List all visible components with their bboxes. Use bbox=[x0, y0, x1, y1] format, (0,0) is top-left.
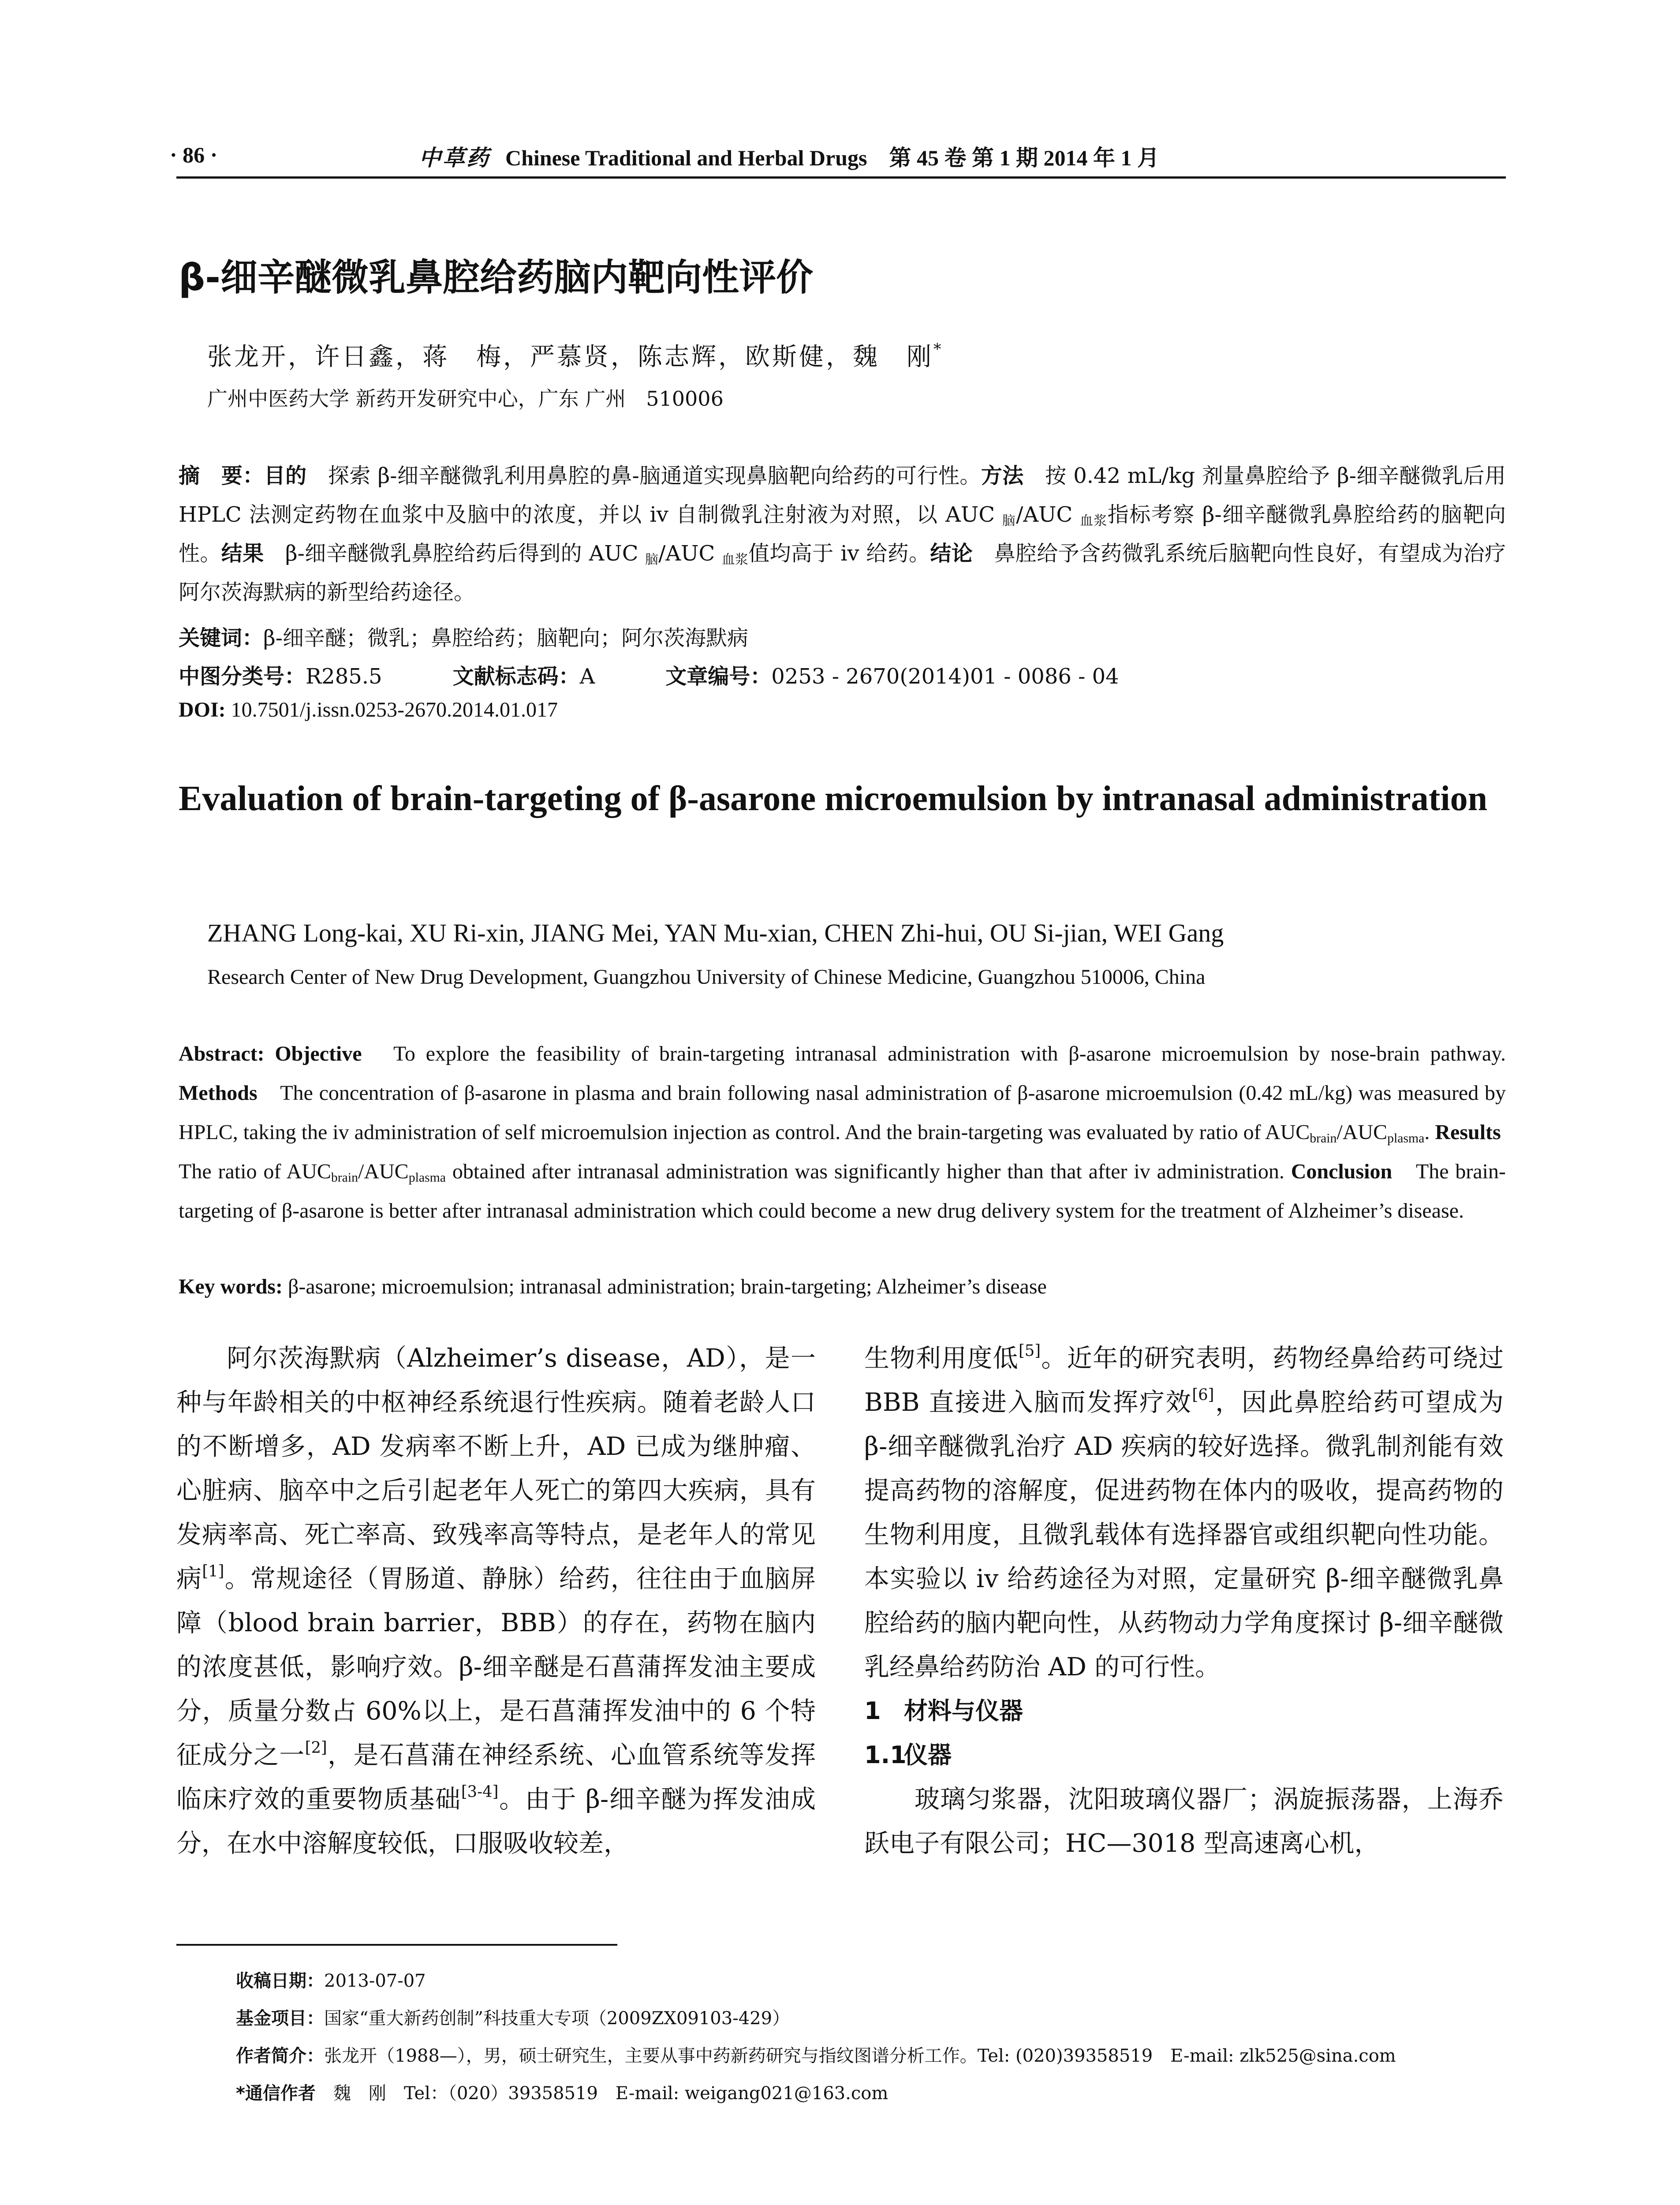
abstract-en-sub-plasma-2: plasma bbox=[408, 1170, 446, 1185]
doc-code-value: A bbox=[579, 664, 595, 689]
abstract-en-sub-brain-2: brain bbox=[331, 1170, 358, 1185]
body-right-text-b: 。近年的研究表明，药物经鼻给药可绕过 BBB 直接进入脑而发挥疗效 bbox=[864, 1344, 1504, 1417]
abstract-cn-conclusion: 鼻腔给予含药微乳系统后脑靶向性良好，有望成为治疗阿尔茨海默病的新型给药途径。 bbox=[179, 541, 1506, 605]
article-number-value: 0253 - 2670(2014)01 - 0086 - 04 bbox=[771, 664, 1119, 689]
section-1-1-title: 仪器 bbox=[904, 1741, 952, 1769]
received-date: 2013-07-07 bbox=[324, 1971, 426, 1991]
section-1-1-number: 1.1 bbox=[864, 1741, 907, 1769]
body-right-paragraph-1 bbox=[864, 1336, 1504, 1689]
abstract-cn-sub-brain: 脑 bbox=[1002, 513, 1016, 529]
abstract-cn-results-b: /AUC bbox=[658, 541, 722, 566]
abstract-en-conclusion-label: Conclusion bbox=[1291, 1160, 1393, 1183]
body-left-text-b: 。常规途径（胃肠道、静脉）给药，往往由于血脑屏障（blood brain barrier，BBB）的存在，药物在脑内的浓度甚低，影响疗效。β-细辛醚是石菖蒲挥发油主要成分，质量分数占 60%以上，是石菖蒲挥发油中的 6 个特征成分之一 bbox=[176, 1564, 816, 1770]
citation-1: [1] bbox=[202, 1562, 224, 1581]
abstract-cn-results-a: β-细辛醚微乳鼻腔给药后得到的 AUC bbox=[264, 541, 646, 566]
affiliation-cn: 广州中医药大学 新药开发研究中心，广东 广州 510006 bbox=[207, 387, 724, 411]
abstract-cn-results-c: 值均高于 iv 给药。 bbox=[748, 541, 930, 566]
received-label: 收稿日期： bbox=[236, 1971, 324, 1991]
body-right-column bbox=[864, 1336, 1504, 1865]
keywords-en-label: Key words: bbox=[179, 1275, 283, 1298]
abstract-en-results-a: The ratio of AUC bbox=[179, 1121, 1522, 1183]
footnote-corresponding bbox=[236, 2079, 888, 2104]
keywords-cn-label: 关键词： bbox=[179, 626, 264, 650]
abstract-en bbox=[179, 1034, 1522, 1230]
journal-logo: 中草药 bbox=[419, 145, 490, 171]
keywords-cn-text: β-细辛醚；微乳；鼻腔给药；脑靶向；阿尔茨海默病 bbox=[263, 626, 748, 650]
doc-code-label: 文献标志码： bbox=[452, 664, 580, 689]
article-number-label: 文章编号： bbox=[665, 664, 772, 689]
affiliation-en: Research Center of New Drug Development, Guangzhou University of Chinese Medicine, Guangzhou 510006, China bbox=[207, 965, 1206, 989]
abstract-cn-methods-b: /AUC bbox=[1016, 502, 1080, 527]
abstract-en-objective: To explore the feasibility of brain-targeting intranasal administration with β-asarone microemulsion by nose-brain pathway. bbox=[362, 1042, 1506, 1065]
journal-info: Chinese Traditional and Herbal Drugs 第 45 卷 第 1 期 2014 年 1 月 bbox=[505, 146, 1159, 170]
authors-cn bbox=[207, 337, 943, 373]
section-1-heading bbox=[864, 1689, 1504, 1733]
citation-5: [5] bbox=[1019, 1342, 1041, 1360]
fund-value: 国家“重大新药创制”科技重大专项（2009ZX09103-429） bbox=[324, 2008, 790, 2029]
abstract-en-objective-label: Objective bbox=[275, 1042, 362, 1065]
abstract-en-methods-label: Methods bbox=[179, 1081, 258, 1105]
abstract-cn-results-label: 结果 bbox=[221, 541, 264, 566]
doi-line bbox=[179, 698, 558, 722]
abstract-cn-methods-a: 按 0.42 mL/kg 剂量鼻腔给予 β-细辛醚微乳后用 HPLC 法测定药物在血浆中及脑中的浓度，并以 iv 自制微乳注射液为对照，以 AUC bbox=[179, 463, 1506, 527]
body-left-text-a: 阿尔茨海默病（Alzheimer’s disease，AD），是一种与年龄相关的中枢神经系统退行性疾病。随着老龄人口的不断增多，AD 发病率不断上升，AD 已成为继肿瘤、心脏病、脑卒中之后引起老年人死亡的第四大疾病，具有发病率高、死亡率高、致残率高等特点，是老年人的常见病 bbox=[176, 1344, 816, 1593]
abstract-cn-sub-plasma: 血浆 bbox=[1080, 513, 1108, 529]
clc-label: 中图分类号： bbox=[179, 664, 306, 689]
body-left-text-c: ，是石菖蒲在神经系统、心血管系统等发挥临床疗效的重要物质基础 bbox=[176, 1741, 816, 1814]
body-left-text-d: 。由于 β-细辛醚为挥发油成分，在水中溶解度较低，口服吸收较差， bbox=[176, 1785, 816, 1858]
abstract-cn-label: 摘 要： bbox=[179, 463, 264, 488]
abstract-en-slash-2: /AUC bbox=[358, 1160, 409, 1183]
abstract-cn-methods-c: 指标考察 β-细辛醚微乳鼻腔给药的脑靶向性。 bbox=[179, 502, 1506, 566]
citation-2: [2] bbox=[305, 1738, 327, 1757]
abstract-en-sub-brain: brain bbox=[1310, 1131, 1337, 1146]
author-bio-value: 张龙开（1988—），男，硕士研究生，主要从事中药新药研究与指纹图谱分析工作。Tel: (020)39358519 E-mail: zlk525@sina.com bbox=[324, 2046, 1396, 2066]
body-right-text-a: 生物利用度低 bbox=[864, 1344, 1019, 1373]
title-en: Evaluation of brain-targeting of β-asarone microemulsion by intranasal administration bbox=[179, 779, 1488, 818]
section-1-number: 1 bbox=[864, 1697, 881, 1725]
abstract-en-results-label: Results bbox=[1435, 1121, 1501, 1144]
corresponding-label: *通信作者 bbox=[236, 2083, 316, 2104]
abstract-cn-objective: 探索 β-细辛醚微乳利用鼻腔的鼻-脑通道实现鼻脑靶向给药的可行性。 bbox=[306, 463, 981, 488]
abstract-en-methods-end: . bbox=[1424, 1121, 1435, 1144]
keywords-en bbox=[179, 1274, 1047, 1299]
footnote-received bbox=[236, 1967, 426, 1992]
clc-value: R285.5 bbox=[306, 664, 382, 689]
abstract-cn-methods-label: 方法 bbox=[981, 463, 1024, 488]
citation-6: [6] bbox=[1192, 1386, 1214, 1404]
authors-cn-names: 张龙开，许日鑫，蒋 梅，严慕贤，陈志辉，欧斯健，魏 刚 bbox=[207, 343, 933, 371]
classification-line bbox=[179, 659, 1119, 690]
title-cn: β-细辛醚微乳鼻腔给药脑内靶向性评价 bbox=[179, 256, 813, 299]
abstract-cn-objective-label: 目的 bbox=[264, 463, 307, 488]
section-1-1-heading bbox=[864, 1733, 1504, 1777]
abstract-cn-sub-plasma-2: 血浆 bbox=[721, 552, 749, 568]
abstract-cn-sub-brain-2: 脑 bbox=[645, 552, 659, 568]
abstract-en-methods-a: The concentration of β-asarone in plasma and brain following nasal administration of β-asarone microemulsion (0.42 mL/kg) was measured by HPLC, taking the iv administration of self microemulsion injection as control. And the brain-targeting was evaluated by ratio of AUC bbox=[179, 1081, 1506, 1144]
fund-label: 基金项目： bbox=[236, 2008, 324, 2029]
doi-value: 10.7501/j.issn.0253-2670.2014.01.017 bbox=[225, 698, 558, 721]
keywords-cn bbox=[179, 621, 748, 651]
doi-label: DOI: bbox=[179, 698, 226, 721]
section-1-title: 材料与仪器 bbox=[904, 1697, 1023, 1725]
body-left-column bbox=[176, 1336, 816, 1865]
abstract-en-label: Abstract: bbox=[179, 1042, 265, 1065]
author-bio-label: 作者简介： bbox=[236, 2046, 324, 2066]
page-number: · 86 · bbox=[170, 142, 218, 167]
journal-header bbox=[419, 140, 1159, 172]
body-right-paragraph-2: 玻璃匀浆器，沈阳玻璃仪器厂；涡旋振荡器，上海乔跃电子有限公司；HC—3018 型高速离心机， bbox=[864, 1785, 1504, 1858]
corresponding-value: 魏 刚 Tel：（020）39358519 E-mail: weigang021@163.com bbox=[315, 2083, 889, 2104]
citation-3-4: [3-4] bbox=[461, 1783, 499, 1801]
abstract-en-conclusion: The brain-targeting of β-asarone is better after intranasal administration which could become a new drug delivery system for the treatment of Alzheimer’s disease. bbox=[179, 1160, 1506, 1222]
corresponding-mark: * bbox=[933, 340, 944, 359]
keywords-en-text: β-asarone; microemulsion; intranasal administration; brain-targeting; Alzheimer’s disease bbox=[282, 1275, 1047, 1298]
header-rule bbox=[176, 176, 1506, 179]
abstract-en-results-b: obtained after intranasal administration was significantly higher than that after iv administration. bbox=[445, 1160, 1291, 1183]
abstract-cn-conclusion-label: 结论 bbox=[930, 541, 973, 566]
abstract-en-slash: /AUC bbox=[1337, 1121, 1388, 1144]
body-right-text-c: ，因此鼻腔给药可望成为 β-细辛醚微乳治疗 AD 疾病的较好选择。微乳制剂能有效提高药物的溶解度，促进药物在体内的吸收，提高药物的生物利用度，且微乳载体有选择器官或组织靶向性功能。本实验以 iv 给药途径为对照，定量研究 β-细辛醚微乳鼻腔给药的脑内靶向性，从药物动力学角度探讨 β-细辛醚微乳经鼻给药防治 AD 的可行性。 bbox=[864, 1388, 1504, 1682]
abstract-cn bbox=[179, 456, 1506, 612]
abstract-en-sub-plasma: plasma bbox=[1387, 1131, 1425, 1146]
authors-en: ZHANG Long-kai, XU Ri-xin, JIANG Mei, YAN Mu-xian, CHEN Zhi-hui, OU Si-jian, WEI Gang bbox=[207, 919, 1224, 947]
footnote-rule bbox=[176, 1944, 617, 1946]
footnote-fund bbox=[236, 2004, 790, 2029]
footnote-author bbox=[236, 2042, 1396, 2067]
